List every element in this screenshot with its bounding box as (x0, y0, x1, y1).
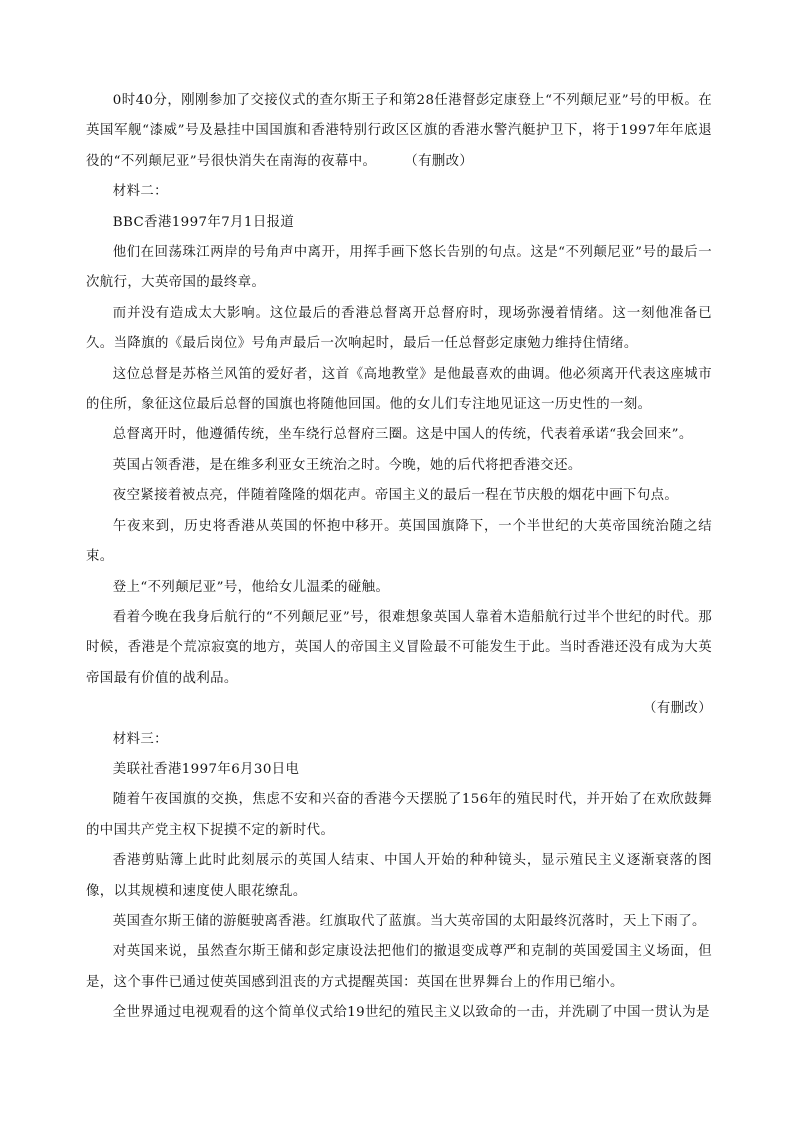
paragraph: 这位总督是苏格兰风笛的爱好者，这首《高地教堂》是他最喜欢的曲调。他必须离开代表这座城市的住所，象征这位最后总督的国旗也将随他回国。他的女儿们专注地见证这一历史性的一刻。 (86, 366, 712, 413)
paragraph: 看着今晚在我身后航行的“不列颠尼亚”号，很难想象英国人靠着木造船航行过半个世纪的时代。那时候，香港是个荒凉寂寞的地方，英国人的帝国主义冒险最不可能发生于此。当时香港还没有成为大英帝国最有价值的战利品。 (86, 609, 712, 686)
paragraph: 英国占领香港，是在维多利亚女王统治之时。今晚，她的后代将把香港交还。 (112, 457, 582, 473)
paragraph: 香港剪贴簿上此时此刻展示的英国人结束、中国人开始的种种镜头，显示殖民主义逐渐衰落的图像，以其规模和速度使人眼花缭乱。 (86, 853, 712, 899)
document-body (86, 86, 712, 1029)
paragraph: 夜空紧接着被点亮，伴随着隆隆的烟花声。帝国主义的最后一程在节庆般的烟花中画下句点。 (112, 488, 679, 504)
paragraph: 0时40分，刚刚参加了交接仪式的查尔斯王子和第28任港督彭定康登上“不列颠尼亚”号的甲板。在英国军舰“漆威”号及悬挂中国国旗和香港特别行政区区旗的香港水警汽艇护卫下，将于1997年年底退役的“不列颠尼亚”号很快消失在南海的夜幕中。 （有删改） (86, 93, 712, 169)
paragraph: 他们在回荡珠江两岸的号角声中离开，用挥手画下悠长告别的句点。这是“不列颠尼亚”号的最后一次航行，大英帝国的最终章。 (86, 245, 712, 291)
section-label: 材料三： (112, 731, 168, 747)
source-line: 美联社香港1997年6月30日电 (112, 761, 300, 777)
paragraph: 对英国来说，虽然查尔斯王储和彭定康设法把他们的撤退变成尊严和克制的英国爱国主义场面，但是，这个事件已通过使英国感到沮丧的方式提醒英国：英国在世界舞台上的作用已缩小。 (86, 944, 712, 990)
paragraph: 午夜来到，历史将香港从英国的怀抱中移开。英国国旗降下，一个半世纪的大英帝国统治随之结束。 (86, 518, 712, 565)
edit-note: （有删改） (643, 701, 712, 717)
paragraph: 登上“不列颠尼亚”号，他给女儿温柔的碰触。 (112, 579, 390, 595)
source-line: BBC香港1997年7月1日报道 (112, 214, 295, 230)
paragraph: 而并没有造成太大影响。这位最后的香港总督离开总督府时，现场弥漫着情绪。这一刻他准备已久。当降旗的《最后岗位》号角声最后一次响起时，最后一任总督彭定康勉力维持住情绪。 (86, 305, 712, 352)
paragraph: 随着午夜国旗的交换，焦虑不安和兴奋的香港今天摆脱了156年的殖民时代，并开始了在欢欣鼓舞的中国共产党主权下捉摸不定的新时代。 (86, 792, 712, 838)
paragraph: 总督离开时，他遵循传统，坐车绕行总督府三圈。这是中国人的传统，代表着承诺“我会回来”。 (112, 427, 693, 443)
section-label: 材料二： (112, 184, 168, 200)
paragraph: 英国查尔斯王储的游艇驶离香港。红旗取代了蓝旗。当大英帝国的太阳最终沉落时，天上下雨了。 (112, 913, 706, 929)
paragraph: 全世界通过电视观看的这个简单仪式给19世纪的殖民主义以致命的一击，并洗刷了中国一贯认为是 (112, 1005, 710, 1021)
